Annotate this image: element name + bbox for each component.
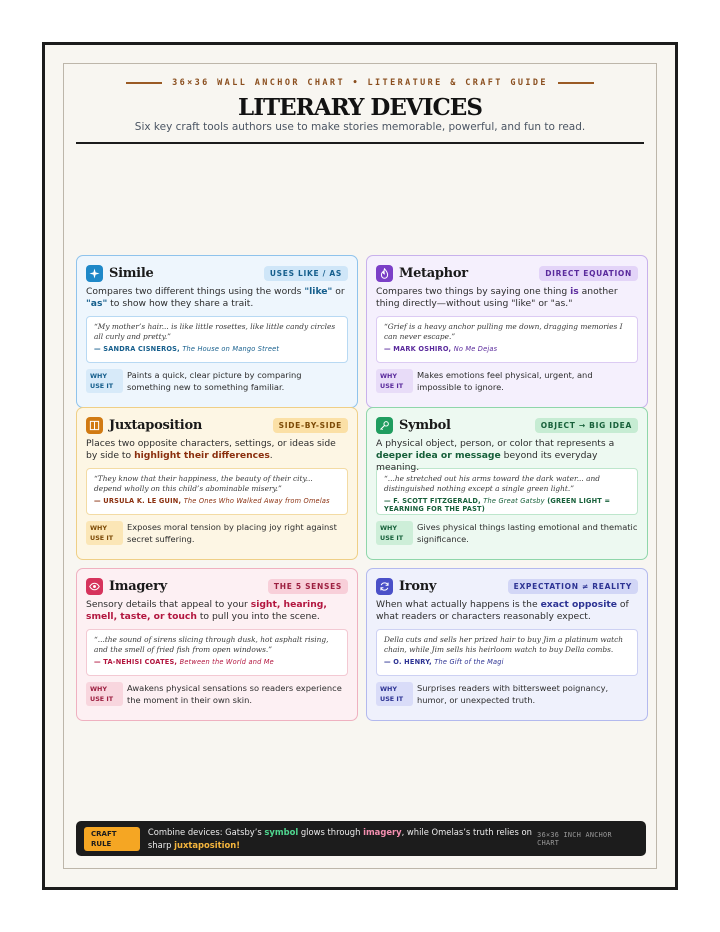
card-metaphor — [366, 255, 648, 408]
card-definition: When what actually happens is the exact opposite of what readers or characters reasonably expect. — [376, 599, 629, 622]
card-definition: Compares two things by saying one thing is another thing directly—without using "like" or "as." — [376, 286, 618, 309]
why-label: WHY USE IT — [376, 369, 413, 393]
quote-attribution: — O. HENRY, The Gift of the Magi — [384, 658, 504, 666]
sparkle-icon — [86, 265, 103, 282]
card-title: Juxtaposition — [109, 417, 202, 433]
why-label: WHY USE IT — [376, 682, 413, 706]
why-text: Awakens physical sensations so readers experience the moment in their own skin. — [127, 683, 342, 705]
quote-text: “My mother’s hair... is like little rosettes, like little candy circles all curly and pretty.” — [94, 322, 336, 341]
quote-attribution: — URSULA K. LE GUIN, The Ones Who Walked Away from Omelas — [94, 497, 330, 505]
cycle-icon — [376, 578, 393, 595]
card-imagery — [76, 568, 358, 721]
card-quote — [86, 468, 348, 515]
card-juxtaposition — [76, 407, 358, 560]
page-subtitle: Six key craft tools authors use to make stories memorable, powerful, and fun to read. — [134, 121, 586, 133]
card-why — [86, 369, 348, 393]
why-text: Gives physical things lasting emotional and thematic significance. — [417, 522, 638, 544]
card-irony — [366, 568, 648, 721]
card-why — [86, 682, 348, 706]
quote-text: Della cuts and sells her prized hair to buy Jim a platinum watch chain, while Jim sells his heirloom watch to buy Della combs. — [384, 635, 624, 654]
poster-inner-border — [63, 63, 657, 869]
page-title: LITERARY DEVICES — [238, 94, 482, 121]
why-text: Makes emotions feel physical, urgent, and impossible to ignore. — [417, 370, 593, 392]
kicker-rule-right — [558, 82, 594, 84]
card-quote — [376, 316, 638, 363]
card-tag: SIDE-BY-SIDE — [273, 418, 348, 433]
quote-text: “They know that their happiness, the beauty of their city... depend wholly on this child’s abominable misery.” — [94, 474, 313, 493]
card-title: Symbol — [399, 417, 451, 433]
quote-text: “...the sound of sirens slicing through dusk, hot asphalt rising, and the smell of fried fish from open windows.” — [94, 635, 329, 654]
craft-rule-bar — [76, 821, 646, 856]
card-definition: Sensory details that appeal to your sight, hearing, smell, taste, or touch to pull you into the scene. — [86, 599, 327, 622]
craft-rule-text: Combine devices: Gatsby’s symbol glows through imagery, while Omelas’s truth relies on sharp juxtaposition! — [147, 826, 532, 850]
key-icon — [376, 417, 393, 434]
card-definition: Places two opposite characters, settings, or ideas side by side to highlight their differences. — [86, 438, 336, 461]
card-why — [86, 521, 348, 545]
card-why — [376, 369, 638, 393]
card-why — [376, 521, 638, 545]
card-why — [376, 682, 638, 706]
why-label: WHY USE IT — [376, 521, 413, 545]
eye-icon — [86, 578, 103, 595]
poster-frame — [42, 42, 678, 890]
why-text: Exposes moral tension by placing joy right against secret suffering. — [127, 522, 337, 544]
card-quote — [376, 468, 638, 515]
card-quote — [376, 629, 638, 676]
kicker — [64, 78, 656, 88]
card-tag: EXPECTATION ≠ REALITY — [508, 579, 638, 594]
card-definition: A physical object, person, or color that represents a deeper idea or message beyond its everyday meaning. — [376, 438, 615, 473]
card-tag: OBJECT → BIG IDEA — [535, 418, 638, 433]
quote-text: “...he stretched out his arms toward the dark water... and distinguished nothing except a single green light.” — [384, 474, 600, 493]
card-title: Imagery — [109, 578, 167, 594]
card-title: Simile — [109, 265, 154, 281]
chart-size-label: 36×36 INCH ANCHOR CHART — [537, 830, 612, 847]
card-tag: DIRECT EQUATION — [539, 266, 638, 281]
header-divider — [76, 142, 644, 144]
card-simile — [76, 255, 358, 408]
flame-icon — [376, 265, 393, 282]
quote-attribution: — TA-NEHISI COATES, Between the World and Me — [94, 658, 274, 666]
kicker-text: 36×36 WALL ANCHOR CHART • LITERATURE & CRAFT GUIDE — [172, 78, 548, 88]
why-text: Surprises readers with bittersweet poignancy, humor, or unexpected truth. — [417, 683, 609, 705]
card-definition: Compares two different things using the words "like" or "as" to show how they share a trait. — [86, 286, 345, 309]
card-title: Metaphor — [399, 265, 468, 281]
why-label: WHY USE IT — [86, 369, 123, 393]
card-title: Irony — [399, 578, 437, 594]
quote-attribution: — MARK OSHIRO, No Me Dejas — [384, 345, 498, 353]
card-tag: THE 5 SENSES — [268, 579, 348, 594]
kicker-rule-left — [126, 82, 162, 84]
quote-attribution: — SANDRA CISNEROS, The House on Mango Street — [94, 345, 280, 353]
card-quote — [86, 629, 348, 676]
quote-text: “Grief is a heavy anchor pulling me down, dragging memories I can never escape.” — [384, 322, 623, 341]
why-label: WHY USE IT — [86, 521, 123, 545]
why-text: Paints a quick, clear picture by comparing something new to something familiar. — [127, 370, 302, 392]
card-symbol — [366, 407, 648, 560]
quote-attribution: — F. SCOTT FITZGERALD, The Great Gatsby (GREEN LIGHT = YEARNING FOR THE PAST) — [384, 497, 611, 513]
card-quote — [86, 316, 348, 363]
card-tag: USES LIKE / AS — [264, 266, 348, 281]
columns-icon — [86, 417, 103, 434]
why-label: WHY USE IT — [86, 682, 123, 706]
craft-rule-badge: CRAFT RULE — [84, 827, 140, 851]
